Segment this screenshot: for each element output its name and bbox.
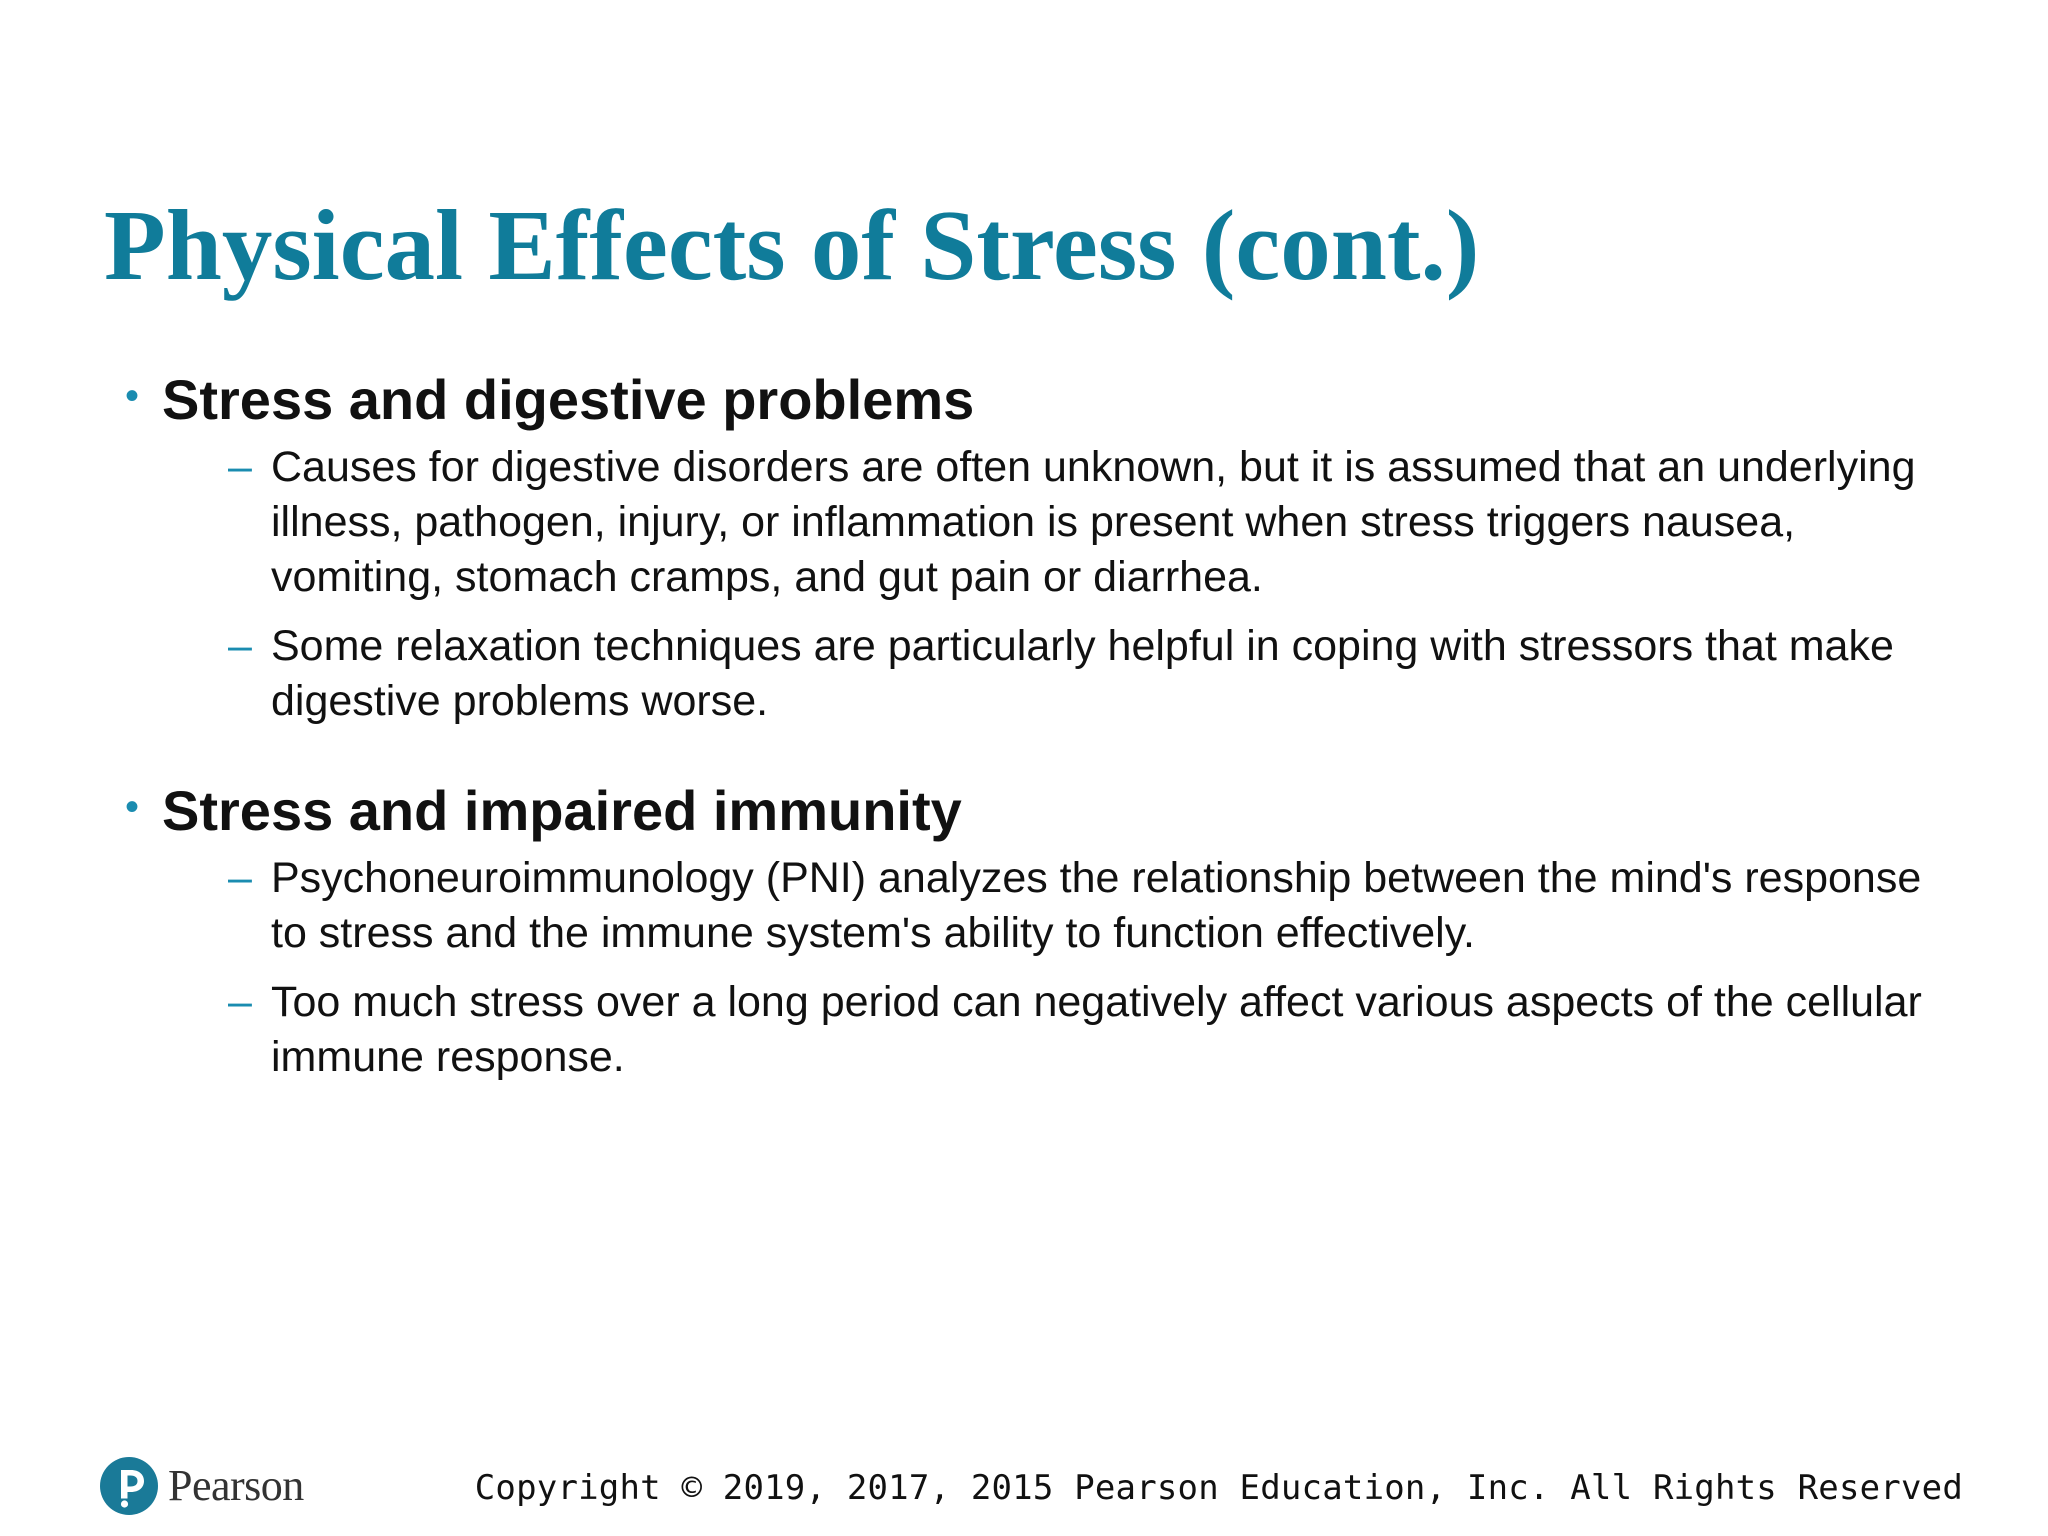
bullet-label: Stress and impaired immunity: [162, 779, 962, 842]
sub-bullet-marker: –: [228, 854, 252, 902]
slide-content: [0, 362, 2048, 1085]
bullet-marker: •: [125, 785, 140, 829]
sub-bullet-text: Causes for digestive disorders are often unknown, but it is assumed that an underlying illness, pathogen, injury, or inflammation is present when stress triggers nausea, vomiting, stomach cramps, and gut pain or diarrhea.: [271, 443, 1916, 601]
sub-bullet-text: Some relaxation techniques are particularly helpful in coping with stressors that make digestive problems worse.: [271, 622, 1894, 725]
sub-bullet-text: Psychoneuroimmunology (PNI) analyzes the relationship between the mind's response to stress and the immune system's ability to function effectively.: [271, 854, 1922, 957]
pearson-wordmark: Pearson: [168, 1461, 304, 1510]
sub-bullet: [0, 619, 1951, 729]
bullet-head: [0, 362, 2048, 440]
sub-bullet-text: Too much stress over a long period can negatively affect various aspects of the cellular immune response.: [271, 978, 1922, 1081]
sub-bullet: [0, 440, 1951, 605]
sub-bullet-list: [0, 851, 2048, 1085]
sub-bullet-list: [0, 440, 2048, 729]
sub-bullet: [0, 851, 1951, 961]
bullet-digestive: [0, 362, 2048, 729]
bullet-head: [0, 773, 2048, 851]
slide-title: Physical Effects of Stress (cont.): [104, 189, 1480, 301]
sub-bullet: [0, 975, 1951, 1085]
sub-bullet-marker: –: [228, 978, 252, 1026]
pearson-logo: [100, 1455, 304, 1517]
sub-bullet-marker: –: [228, 622, 252, 670]
bullet-immunity: [0, 773, 2048, 1085]
sub-bullet-marker: –: [228, 443, 252, 491]
copyright-notice: Copyright © 2019, 2017, 2015 Pearson Education, Inc. All Rights Reserved: [474, 1468, 1963, 1508]
pearson-p-icon: [100, 1457, 158, 1515]
bullet-marker: •: [125, 374, 140, 418]
bullet-label: Stress and digestive problems: [162, 368, 975, 431]
